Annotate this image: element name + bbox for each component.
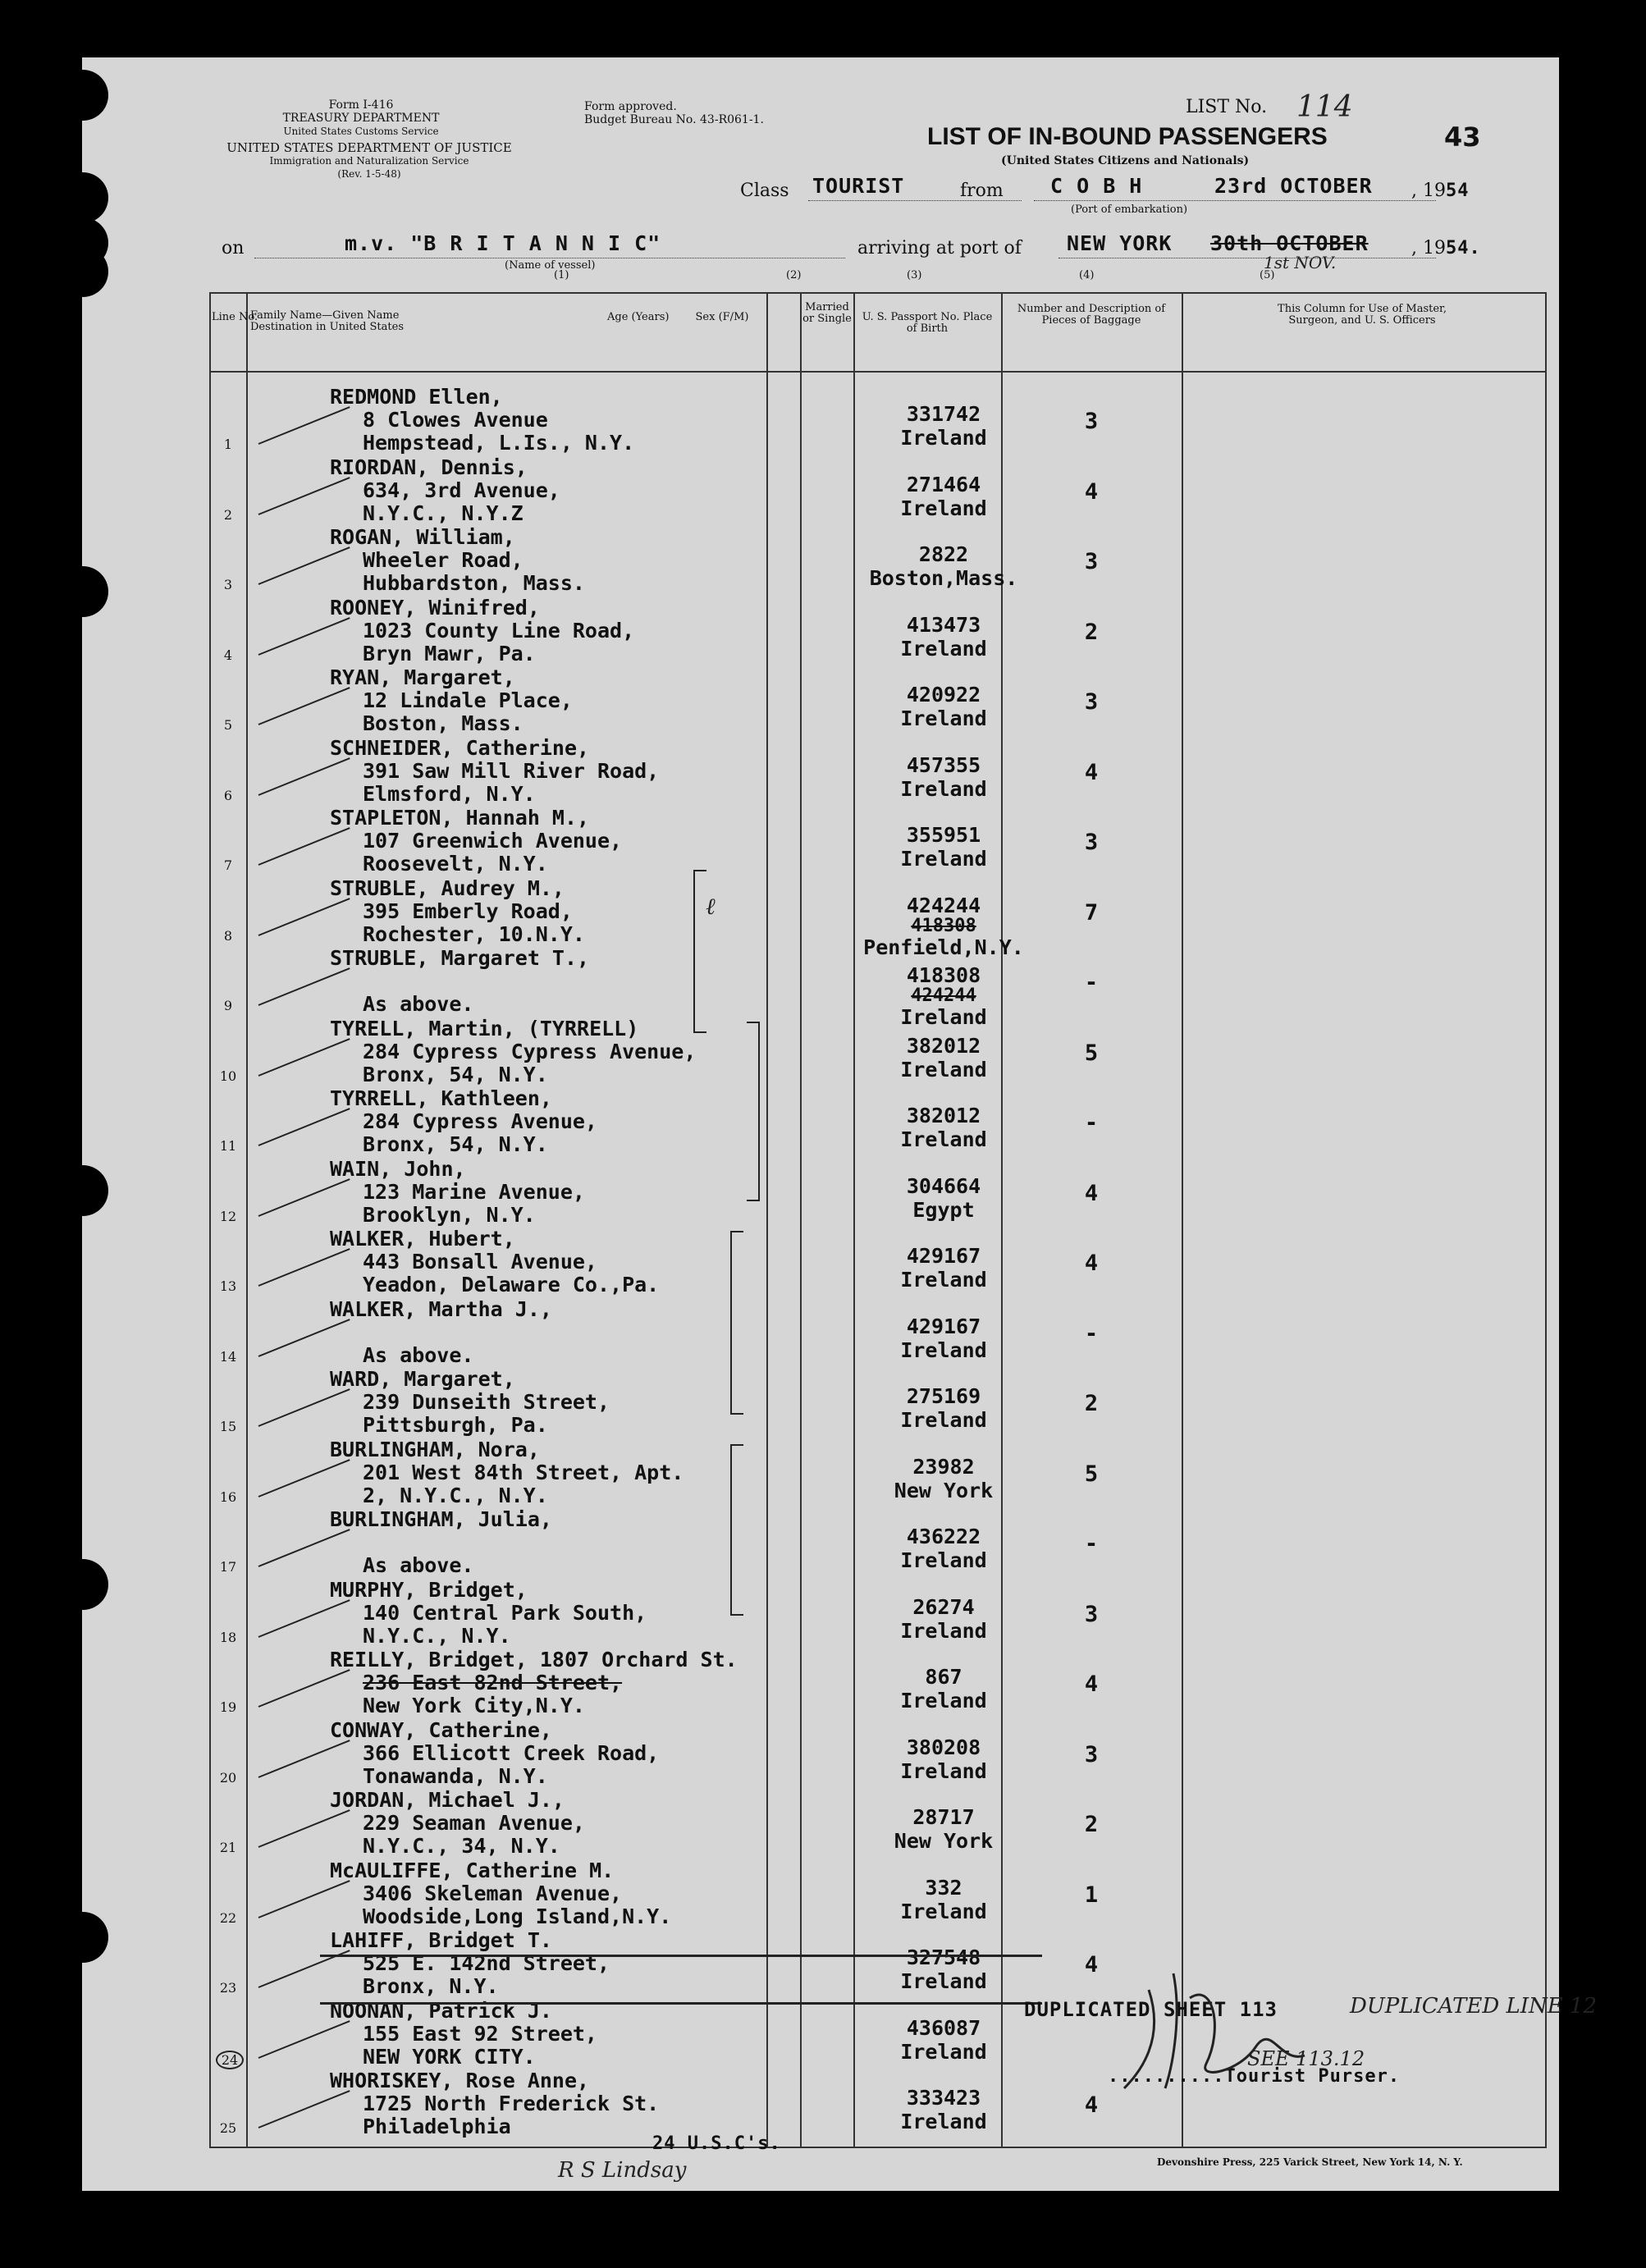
baggage-count: 3 xyxy=(1084,409,1099,434)
vessel-caption: (Name of vessel) xyxy=(505,259,596,272)
destination-line: Bryn Mawr, Pa. xyxy=(363,641,536,665)
purser-signature xyxy=(1116,1965,1329,2097)
binder-hole xyxy=(57,1165,108,1216)
passenger-name: WAIN, John, xyxy=(330,1156,466,1181)
line-number: 16 xyxy=(219,1488,237,1505)
line-number: 20 xyxy=(219,1769,237,1786)
destination-line: 366 Ellicott Creek Road, xyxy=(363,1740,660,1765)
passenger-name: TYRRELL, Kathleen, xyxy=(330,1086,552,1110)
place-of-birth: Ireland xyxy=(900,636,987,661)
passenger-manifest-sheet: Form I-416 TREASURY DEPARTMENT United States Customs Service UNITED STATES DEPARTMENT OF JUSTICE Immigration and Naturalization Service (Rev. 1-5-48) Form approved. Budget Bureau No. 43-R061-1. LIST No. 114 43 LIST OF IN-BOUND PASSENGERS (United States Citizens and Nationals) Class TOURIST from C O B H 23rd OCTOBER , 1954 (Port of embarkation) on m.v. "B R I T A N N I C" (Name of vessel) arriving at port of NEW YORK 30th OCTOBER 1st NOV. , 1954. (1) (2) (3) (4) (5) Line No. Family Name—Given Name Destination in United States Age (Years) Sex (F/M) Married or Single U. S. Passport No. Place of Birth Number and Description of Pieces of Baggage This Column for Use of Master, Surgeon, and U. S. Officers 1 REDMOND Ellen, 8 Clowes Avenue Hempstead, L.Is., N.Y. 331742 Ireland 3 2 RIORDAN, Dennis, 634, 3rd Avenue, N.Y.C., N.Y.Z 271464 Ireland 4 3 ROGAN, William, Wheeler Road, Hubbardston, Mass. 2822 Boston,Mass. 3 4 ROONEY, Winifred, 1023 County Line Road, Bryn Mawr, Pa. 413473 Ireland 2 5 RYAN, Margaret, 12 Lindale Place, Boston, Mass. 420922 Ireland 3 6 SCHNEIDER, Catherine, 391 Saw Mill River Road, Elmsford, N.Y. 457355 Ireland 4 7 STAPLETON, Hannah M., 107 Greenwich Avenue, Roosevelt, N.Y. 355951 Ireland 3 8 STRUBLE, Audrey M., 395 Emberly Road, Rochester, 10.N.Y. 424244 418308 Penfield,N.Y. 7 9 STRUBLE, Margaret T., As above. 418308 424244 Ireland - 10 TYRELL, Martin, (TYRRELL) 284 Cypress Cypress Avenue, Bronx, 54, N.Y. 382012 Ireland 5 11 TYRRELL, Kathleen, 284 Cypress Avenue, Bronx, 54, N.Y. 382012 Ireland - 12 WAIN, John, 123 Marine Avenue, Brooklyn, N.Y. 304664 Egypt 4 13 WALKER, Hubert, 443 Bonsall Avenue, Yeadon, Delaware Co.,Pa. 429167 Ireland 4 14 WALKER, Martha J., As above. 429167 Ireland - 15 WARD, Margaret, 239 Dunseith Street, Pittsburgh, Pa. 275169 Ireland 2 16 BURLINGHAM, Nora, 201 West 84th Street, Apt. 2, N.Y.C., N.Y. 23982 New York 5 17 BURLINGHAM, Julia, As above. 436222 Ireland - 18 MURPHY, Bridget, 140 Central Park South, N.Y.C., N.Y. 26274 Ireland 3 19 REILLY, Bridget, 1807 Orchard St. 236 East 82nd Street, New York City,N.Y. 867 Ireland 4 20 CONWAY, Catherine, 366 Ellicott Creek Road, Tonawanda, N.Y. 380208 Ireland 3 21 JORDAN, Michael J., 229 Seaman Avenue, N.Y.C., 34, N.Y. 28717 New York 2 22 McAULIFFE, Catherine M. 3406 Skeleman Avenue, Woodside,Long Island,N.Y. 332 Ireland 1 23 LAHIFF, Bridget T. 525 E. 142nd Street, Bronx, N.Y. 327548 Ireland 4 24 NOONAN, Patrick J. 155 East 92 Street, NEW YORK CITY. 436087 Ireland 25 WHORISKEY, Rose Anne, 1725 North Frederick St. Philadelphia 333423 Ireland 4 ℓ DUPLICATED SHEET 113 DUPLICATED LINE 12 SEE 113.12 ..........Tourist Purser. 24 U.S.C's. R S Lindsay Devonshire Press, 225 Varick Street, New York 14, N. Y. xyxy=(82,57,1559,2191)
passport-number: 420922 xyxy=(906,683,981,706)
place-of-birth: Ireland xyxy=(900,496,987,520)
line-number: 15 xyxy=(219,1419,237,1434)
destination-line: Bronx, 54, N.Y. xyxy=(363,1062,548,1086)
passenger-name: WALKER, Hubert, xyxy=(330,1227,515,1251)
baggage-count: 4 xyxy=(1084,478,1099,505)
passport-number: 418308 xyxy=(906,963,981,987)
destination-line: Wheeler Road, xyxy=(363,548,524,572)
binder-hole xyxy=(57,566,108,617)
binder-hole xyxy=(57,70,108,121)
destination-line: Elmsford, N.Y. xyxy=(363,781,536,806)
col-passport: U. S. Passport No. Place of Birth xyxy=(862,311,993,335)
line-number: 8 xyxy=(223,927,233,944)
binder-hole xyxy=(57,1912,108,1963)
arrival-port: NEW YORK xyxy=(1067,231,1173,255)
passenger-name: STAPLETON, Hannah M., xyxy=(330,806,590,830)
passenger-entry xyxy=(330,2069,659,2138)
baggage-count: 2 xyxy=(1084,1812,1099,1837)
destination-line: N.Y.C., N.Y.Z xyxy=(363,501,524,525)
total-citizens: 24 U.S.C's. xyxy=(652,2133,781,2154)
line-number: 2 xyxy=(223,506,233,523)
passport-number-struck: 418308 xyxy=(911,915,976,936)
binder-hole xyxy=(57,246,108,297)
baggage-count: 4 xyxy=(1084,759,1099,785)
from-label-text: from xyxy=(960,181,1004,201)
passenger-name: STRUBLE, Margaret T., xyxy=(330,946,590,970)
place-of-birth: Ireland xyxy=(900,1969,987,1993)
baggage-count: 2 xyxy=(1084,619,1099,645)
passenger-entry xyxy=(330,877,585,946)
passport-number-struck: 424244 xyxy=(911,985,976,1006)
baggage-count: 3 xyxy=(1084,830,1099,855)
handwritten-duplicated-line: DUPLICATED LINE 12 xyxy=(1350,1994,1598,2019)
baggage-count: 3 xyxy=(1084,549,1099,574)
destination-line: 284 Cypress Avenue, xyxy=(363,1109,597,1133)
destination-line: 201 West 84th Street, Apt. xyxy=(363,1460,684,1484)
line-number: 11 xyxy=(219,1138,237,1154)
destination-line: Tonawanda, N.Y. xyxy=(363,1763,548,1788)
destination-line: 3406 Skeleman Avenue, xyxy=(363,1881,623,1905)
destination-line: 236 East 82nd Street, xyxy=(363,1671,623,1694)
passenger-entry xyxy=(330,737,659,806)
col-married: Married or Single xyxy=(802,301,852,325)
line-number: 23 xyxy=(219,1980,237,1996)
line-number: 10 xyxy=(219,1068,237,1084)
line-number: 13 xyxy=(219,1278,237,1294)
place-of-birth: Ireland xyxy=(900,2110,987,2133)
destination-line: NEW YORK CITY. xyxy=(363,2044,536,2069)
binder-hole xyxy=(57,1559,108,1610)
line-number: 21 xyxy=(219,1840,237,1855)
baggage-count: - xyxy=(1084,1110,1099,1136)
arriving-label: arriving at port of xyxy=(857,238,1022,258)
place-of-birth: Ireland xyxy=(900,1548,987,1572)
destination-line: Hempstead, L.Is., N.Y. xyxy=(363,431,635,455)
baggage-count: 4 xyxy=(1084,1671,1099,1697)
destination-line: As above. xyxy=(363,992,474,1016)
destination-line: Roosevelt, N.Y. xyxy=(363,852,548,876)
class-label: Class xyxy=(740,181,789,201)
passenger-entry xyxy=(330,1368,610,1437)
duplicated-note: DUPLICATED SHEET 113 xyxy=(1024,1998,1278,2021)
destination-line: 239 Dunseith Street, xyxy=(363,1390,610,1414)
place-of-birth: Ireland xyxy=(900,1057,987,1081)
baggage-count: 5 xyxy=(1084,1040,1099,1066)
line-number: 6 xyxy=(223,787,233,803)
passenger-entry xyxy=(330,1017,696,1086)
destination-line: 284 Cypress Cypress Avenue, xyxy=(363,1039,697,1063)
passport-number: 429167 xyxy=(906,1244,981,1268)
passenger-name: RIORDAN, Dennis, xyxy=(330,455,528,479)
line-number: 4 xyxy=(223,647,233,663)
destination-line: Bronx, 54, N.Y. xyxy=(363,1132,548,1156)
class-value: TOURIST xyxy=(812,174,905,198)
destination-line: 634, 3rd Avenue, xyxy=(363,478,560,502)
printer-imprint: Devonshire Press, 225 Varick Street, New York 14, N. Y. xyxy=(1157,2156,1463,2168)
passport-number: 332 xyxy=(925,1875,962,1900)
place-of-birth: Ireland xyxy=(900,706,987,730)
passenger-name: ROONEY, Winifred, xyxy=(330,595,540,620)
baggage-count: 3 xyxy=(1084,689,1099,715)
passport-number: 327548 xyxy=(906,1946,981,1969)
passport-number: 333423 xyxy=(906,2086,981,2110)
destination-line: Bronx, N.Y. xyxy=(363,1974,499,1998)
passport-number: 331742 xyxy=(906,402,981,426)
arrival-date-struck: 30th OCTOBER xyxy=(1210,231,1369,255)
destination-line: 123 Marine Avenue, xyxy=(363,1179,585,1204)
passport-number: 380208 xyxy=(906,1735,981,1759)
line-number: 18 xyxy=(219,1629,237,1645)
passenger-entry xyxy=(330,1648,738,1717)
list-number: 114 xyxy=(1296,90,1353,124)
baggage-count: 7 xyxy=(1084,899,1099,926)
baggage-count: 2 xyxy=(1084,1391,1099,1416)
passenger-entry xyxy=(330,947,589,1016)
destination-line: 391 Saw Mill River Road, xyxy=(363,758,660,783)
line-number: 7 xyxy=(223,857,233,873)
destination-line: 155 East 92 Street, xyxy=(363,2021,597,2046)
baggage-count: 4 xyxy=(1084,1251,1099,1276)
passport-number: 424244 xyxy=(906,893,981,917)
place-of-birth: New York xyxy=(894,1829,994,1853)
destination-line xyxy=(330,1321,552,1344)
passenger-entry xyxy=(330,1859,671,1928)
col-line-no: Line No. xyxy=(212,311,258,323)
destination-line: 443 Bonsall Avenue, xyxy=(363,1250,597,1273)
col-name: Family Name—Given Name Destination in United States xyxy=(250,309,404,333)
passport-number: 867 xyxy=(925,1665,962,1689)
department-block: UNITED STATES DEPARTMENT OF JUSTICE Immigration and Naturalization Service (Rev. 1-5-48) xyxy=(226,140,512,180)
arrival-date-handwritten: 1st NOV. xyxy=(1264,253,1337,272)
place-of-birth: Ireland xyxy=(900,847,987,871)
passenger-name: WALKER, Martha J., xyxy=(330,1296,552,1321)
passenger-name: WARD, Margaret, xyxy=(330,1367,515,1391)
place-of-birth: Ireland xyxy=(900,1899,987,1923)
passport-number: 275169 xyxy=(906,1384,981,1408)
place-of-birth: Ireland xyxy=(900,426,987,450)
destination-line: 2, N.Y.C., N.Y. xyxy=(363,1483,548,1507)
place-of-birth: Ireland xyxy=(900,1127,987,1151)
destination-line: Rochester, 10.N.Y. xyxy=(363,921,585,946)
passenger-name: MURPHY, Bridget, xyxy=(330,1577,528,1602)
destination-line: Yeadon, Delaware Co.,Pa. xyxy=(363,1273,660,1296)
passenger-entry xyxy=(330,1789,585,1858)
baggage-count: 4 xyxy=(1084,1180,1099,1206)
passenger-name: LAHIFF, Bridget T. xyxy=(330,1928,552,1952)
destination-line: 525 E. 142nd Street, xyxy=(363,1951,610,1975)
passenger-entry xyxy=(330,456,560,525)
passenger-entry xyxy=(330,807,622,876)
baggage-count: - xyxy=(1084,1531,1099,1557)
passenger-entry xyxy=(330,1929,610,1998)
place-of-birth: Ireland xyxy=(900,1689,987,1712)
destination-line: As above. xyxy=(363,1342,474,1367)
passport-number: 429167 xyxy=(906,1314,981,1338)
destination-line xyxy=(330,970,589,993)
embarkation-date: 23rd OCTOBER xyxy=(1214,174,1373,198)
passenger-entry xyxy=(330,597,634,665)
destination-line: Hubbardston, Mass. xyxy=(363,571,585,595)
passenger-entry xyxy=(330,386,634,455)
passenger-entry xyxy=(330,1508,552,1577)
place-of-birth: Ireland xyxy=(900,776,987,801)
purser-line: ..........Tourist Purser. xyxy=(1108,2066,1401,2087)
binder-hole xyxy=(57,172,108,223)
destination-line: 140 Central Park South, xyxy=(363,1600,647,1625)
passenger-name: BURLINGHAM, Julia, xyxy=(330,1507,552,1531)
place-of-birth: New York xyxy=(894,1478,994,1502)
passenger-name: SCHNEIDER, Catherine, xyxy=(330,735,590,760)
col-baggage: Number and Description of Pieces of Baggage xyxy=(1017,303,1166,327)
place-of-birth: Ireland xyxy=(900,1758,987,1783)
passenger-entry xyxy=(330,1719,659,1788)
passport-cell xyxy=(821,2016,1067,2064)
place-of-birth: Ireland xyxy=(900,2039,987,2064)
passenger-entry xyxy=(330,1228,659,1296)
destination-line: As above. xyxy=(363,1553,474,1577)
passenger-entry xyxy=(330,666,573,735)
line-number: 22 xyxy=(219,1909,237,1926)
baggage-count: 1 xyxy=(1084,1882,1099,1908)
passenger-name: JORDAN, Michael J., xyxy=(330,1788,565,1812)
baggage-count: - xyxy=(1084,970,1099,995)
destination-line: 229 Seaman Avenue, xyxy=(363,1811,585,1835)
col-officers: This Column for Use of Master, Surgeon, and U. S. Officers xyxy=(1278,303,1447,327)
passenger-name: ROGAN, William, xyxy=(330,525,515,549)
passenger-entry xyxy=(330,1158,585,1227)
passenger-name: RYAN, Margaret, xyxy=(330,665,515,689)
place-of-birth: Penfield,N.Y. xyxy=(863,935,1024,959)
page-title: LIST OF IN-BOUND PASSENGERS xyxy=(927,123,1328,150)
baggage-count: 3 xyxy=(1084,1601,1099,1627)
line-number: 3 xyxy=(223,577,233,592)
destination-line: N.Y.C., 34, N.Y. xyxy=(363,1834,560,1858)
passenger-entry xyxy=(330,1298,552,1367)
passenger-entry xyxy=(330,526,585,595)
embarkation-port: C O B H xyxy=(1050,174,1143,198)
baggage-count: 5 xyxy=(1084,1461,1099,1487)
handwritten-see-note: SEE 113.12 xyxy=(1247,2047,1365,2070)
destination-line: N.Y.C., N.Y. xyxy=(363,1623,511,1648)
passport-number: 26274 xyxy=(912,1594,975,1619)
list-label: LIST No. xyxy=(1186,97,1268,117)
passport-number: 2822 xyxy=(918,542,969,566)
passport-number: 304664 xyxy=(906,1173,981,1198)
baggage-count: 3 xyxy=(1084,1741,1099,1767)
passenger-name: REDMOND Ellen, xyxy=(330,385,503,409)
vessel-name: m.v. "B R I T A N N I C" xyxy=(345,231,661,255)
passport-number: 436087 xyxy=(906,2015,981,2040)
passenger-name: BURLINGHAM, Nora, xyxy=(330,1437,540,1461)
destination-line: 8 Clowes Avenue xyxy=(363,408,548,432)
passenger-entry xyxy=(330,1087,597,1156)
passenger-entry xyxy=(330,1438,684,1507)
destination-line: Woodside,Long Island,N.Y. xyxy=(363,1904,672,1928)
passenger-entry xyxy=(330,2000,597,2069)
on-label: on xyxy=(222,238,245,258)
destination-line: Philadelphia xyxy=(363,2115,511,2138)
passport-number: 355951 xyxy=(906,823,981,847)
place-of-birth: Ireland xyxy=(900,1005,987,1029)
port-caption: (Port of embarkation) xyxy=(1071,203,1188,216)
passport-number: 23982 xyxy=(912,1454,975,1479)
line-number: 25 xyxy=(219,2120,237,2136)
passport-number: 457355 xyxy=(906,752,981,777)
place-of-birth: Egypt xyxy=(912,1197,975,1222)
destination-line xyxy=(330,1531,552,1554)
place-of-birth: Ireland xyxy=(900,1408,987,1432)
passport-number: 382012 xyxy=(906,1104,981,1127)
passport-number: 413473 xyxy=(906,612,981,637)
line-number: 19 xyxy=(219,1699,237,1715)
passport-number: 28717 xyxy=(912,1805,975,1829)
budget-approval: Form approved. Budget Bureau No. 43-R061-1. xyxy=(584,100,764,126)
baggage-count: 4 xyxy=(1084,1952,1099,1978)
page-number: 43 xyxy=(1444,121,1481,153)
place-of-birth: Ireland xyxy=(900,1618,987,1643)
passport-number: 382012 xyxy=(906,1033,981,1058)
passenger-name: TYRELL, Martin, (TYRRELL) xyxy=(330,1016,639,1040)
place-of-birth: Ireland xyxy=(900,1337,987,1362)
passenger-name: REILLY, Bridget, 1807 Orchard St. xyxy=(330,1648,738,1671)
baggage-count: - xyxy=(1084,1320,1099,1347)
form-block: Form I-416 TREASURY DEPARTMENT United States Customs Service xyxy=(282,98,440,137)
line-number: 5 xyxy=(223,717,233,733)
destination-line: 1023 County Line Road, xyxy=(363,618,635,642)
destination-line: Brooklyn, N.Y. xyxy=(363,1202,536,1227)
passenger-entry xyxy=(330,1579,647,1648)
col-sex: Sex (F/M) xyxy=(695,311,749,323)
passport-number: 436222 xyxy=(906,1525,981,1548)
line-number: 1 xyxy=(223,437,233,452)
line-number: 24 xyxy=(216,2051,244,2069)
place-of-birth: Ireland xyxy=(900,1268,987,1292)
destination-line: 12 Lindale Place, xyxy=(363,688,573,712)
destination-line: 1725 North Frederick St. xyxy=(363,2092,660,2115)
line-number: 9 xyxy=(223,998,233,1013)
passenger-name: WHORISKEY, Rose Anne, xyxy=(330,2069,590,2092)
line-number: 12 xyxy=(219,1208,237,1224)
passenger-name: McAULIFFE, Catherine M. xyxy=(330,1858,615,1882)
passenger-name: STRUBLE, Audrey M., xyxy=(330,876,565,900)
line-number: 17 xyxy=(219,1559,237,1575)
passport-number: 271464 xyxy=(906,472,981,496)
destination-line: Pittsburgh, Pa. xyxy=(363,1413,548,1437)
destination-line: Boston, Mass. xyxy=(363,711,524,735)
destination-line: 395 Emberly Road, xyxy=(363,899,573,923)
passenger-name: NOONAN, Patrick J. xyxy=(330,1998,552,2023)
line-number: 14 xyxy=(219,1348,237,1365)
passenger-name: CONWAY, Catherine, xyxy=(330,1717,552,1742)
destination-line: 107 Greenwich Avenue, xyxy=(363,829,623,853)
inspector-signature: R S Lindsay xyxy=(558,2158,687,2183)
page-subtitle: (United States Citizens and Nationals) xyxy=(1001,154,1250,167)
place-of-birth: Boston,Mass. xyxy=(869,566,1018,590)
baggage-count: 4 xyxy=(1084,2092,1099,2118)
col-age: Age (Years) xyxy=(607,311,670,323)
destination-line: New York City,N.Y. xyxy=(363,1694,585,1717)
